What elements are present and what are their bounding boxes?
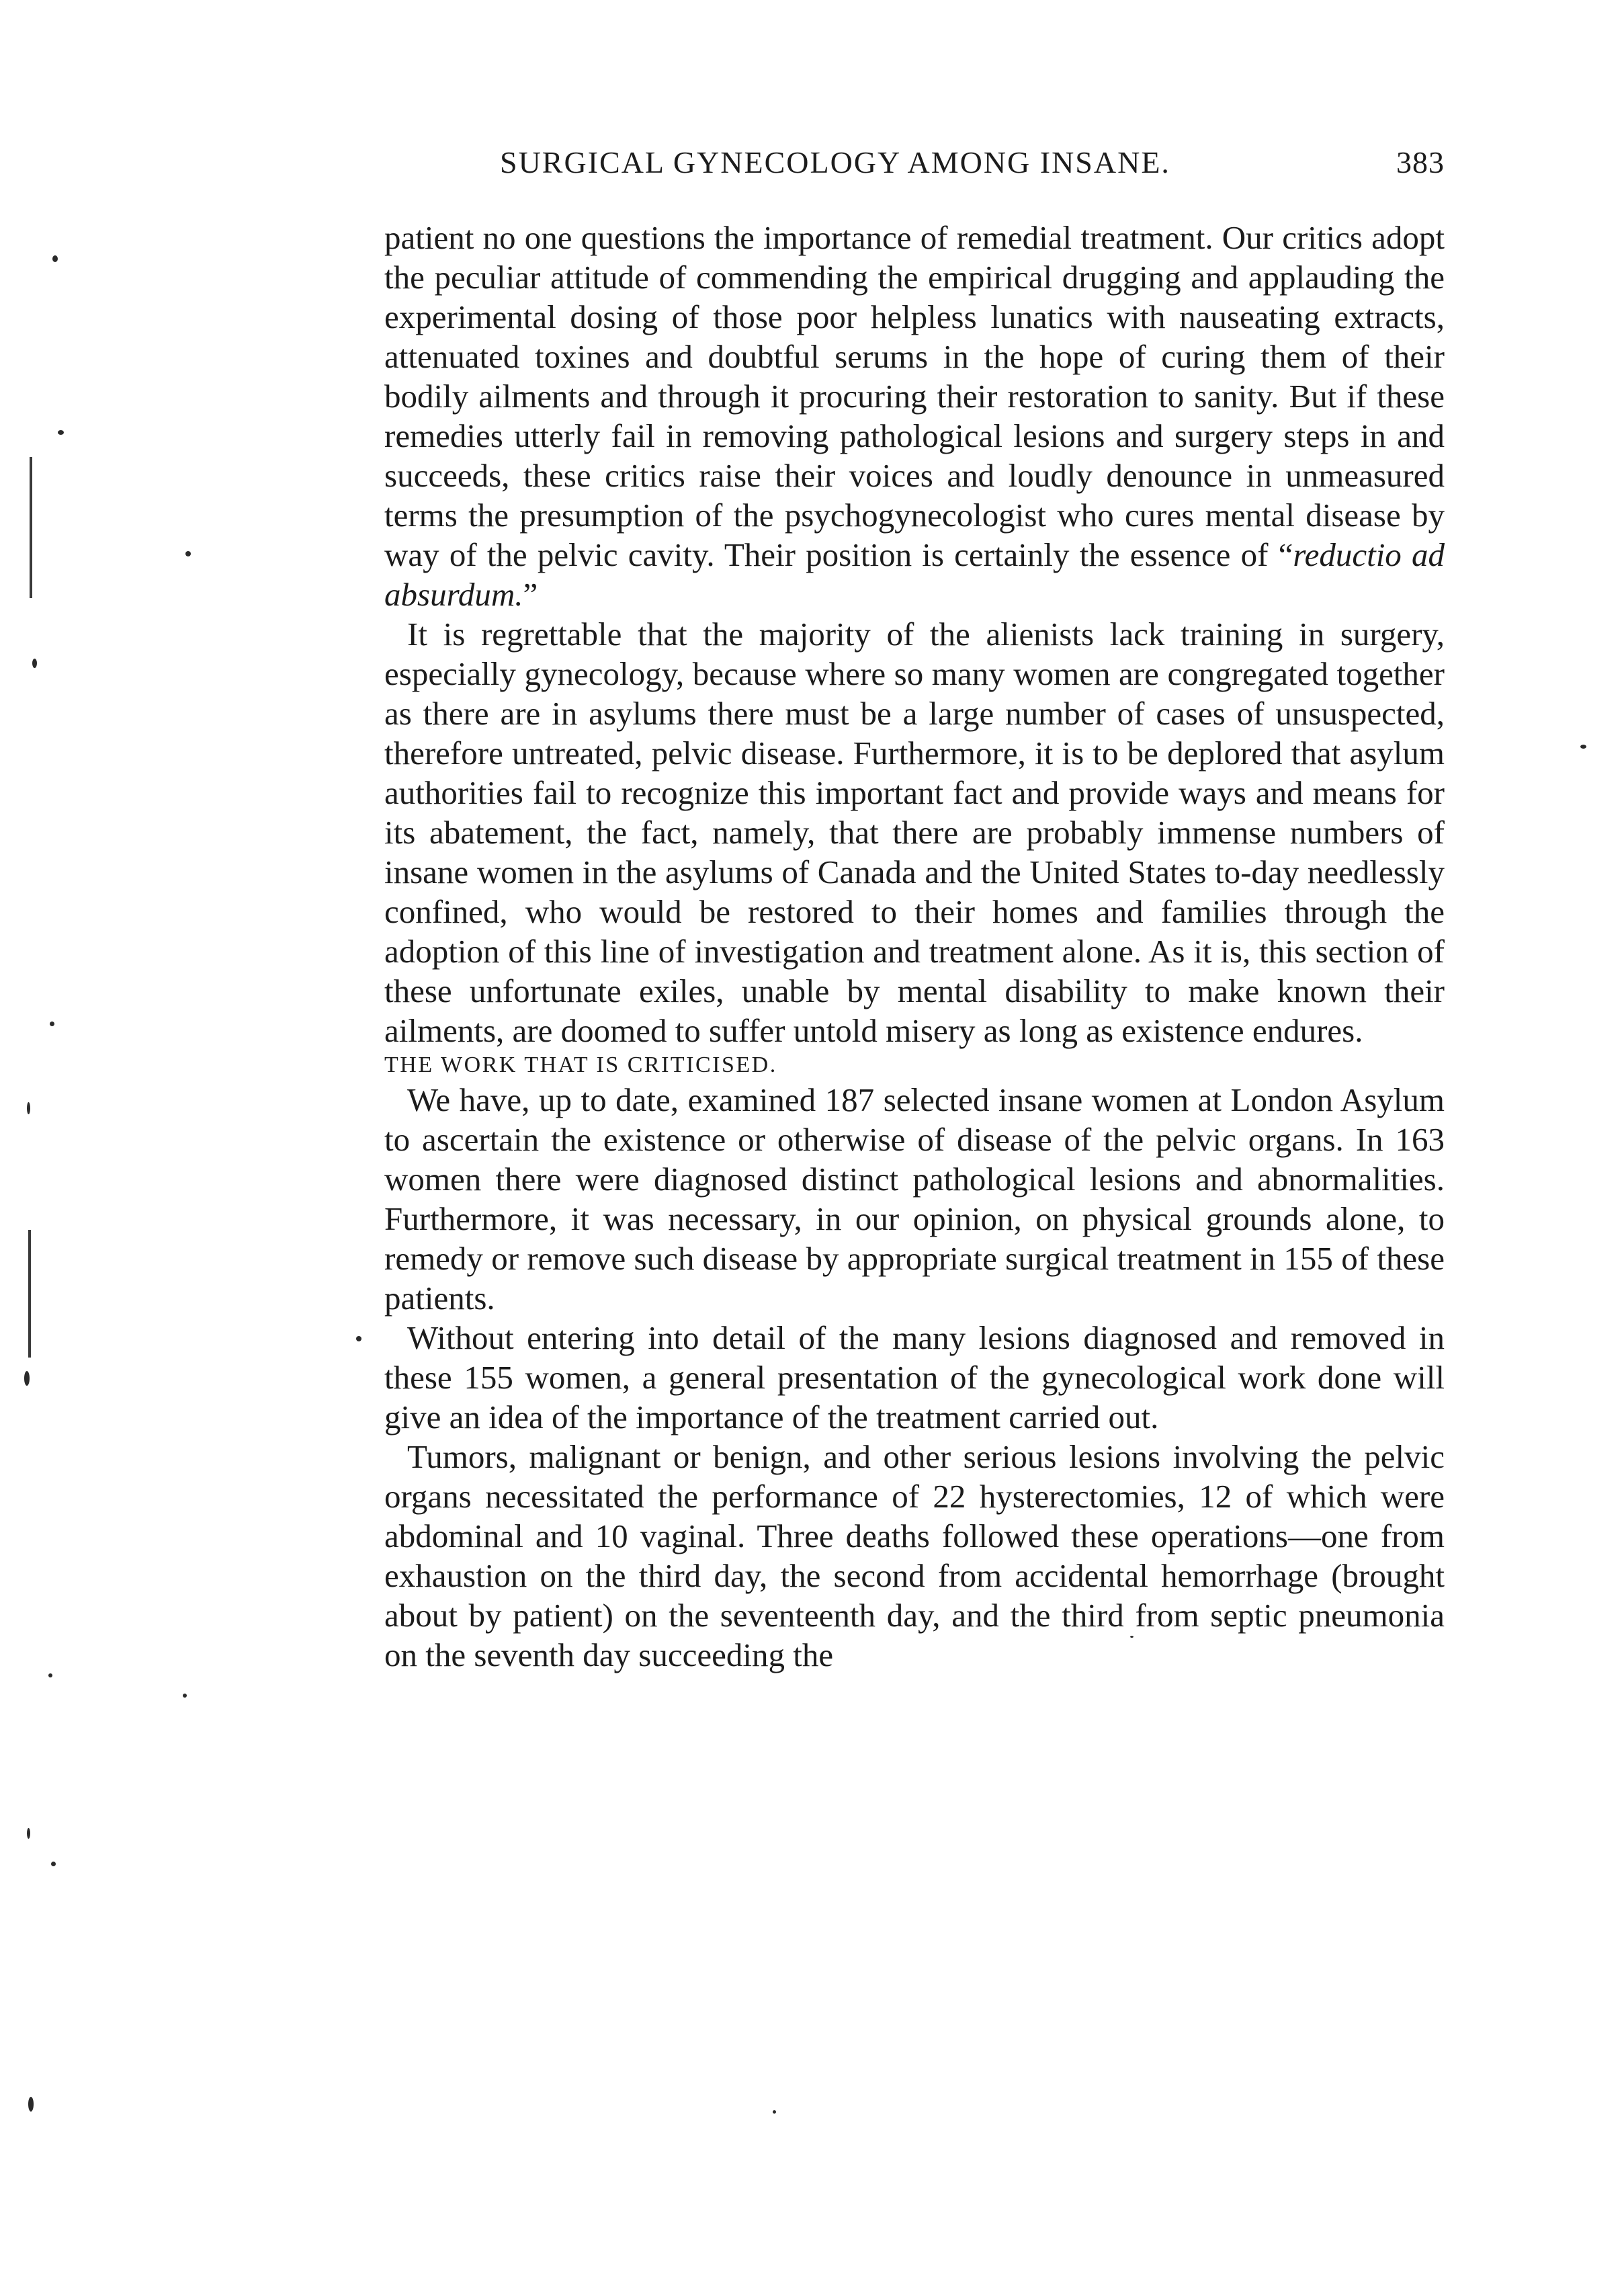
- margin-speck: [32, 659, 37, 668]
- paragraph-1-text: patient no one questions the importance of remedial treatment. Our critics adopt the peculiar attitude of commending the empirical drugging and applauding the experimental dosing of those poor helpless lunatics with nauseating extracts, attenuated toxines and doubtful serums in the hope of curing them of their bodily ailments and through it procuring their restoration to sanity. But if these remedies utterly fail in removing pathological lesions and surgery steps in and succeeds, these critics raise their voices and loudly denounce in unmeasured terms the presumption of the psychogynecologist who cures mental disease by way of the pelvic cavity. Their position is certainly the essence of “: [384, 219, 1445, 573]
- paragraph-1: [384, 218, 1445, 614]
- margin-speck: [27, 1828, 30, 1839]
- paragraph-4: Without entering into detail of the many lesions diagnosed and removed in these 155 women, a general presentation of the gynecological work done will give an idea of the importance of the treatment carried out.: [384, 1319, 1445, 1435]
- margin-speck: [1130, 1636, 1134, 1638]
- margin-speck: [1580, 745, 1586, 749]
- margin-speck: [24, 1371, 30, 1386]
- margin-speck: [58, 430, 64, 435]
- body-text: [384, 218, 1445, 1675]
- section-heading: THE WORK THAT IS CRITICISED.: [384, 1052, 777, 1077]
- latin-phrase: reductio ad absurdum.: [384, 536, 1445, 613]
- margin-rule-mark: [30, 457, 32, 598]
- running-head: [500, 142, 1445, 183]
- page-number: 383: [1396, 145, 1445, 179]
- margin-speck: [773, 2110, 776, 2114]
- margin-speck: [50, 1022, 54, 1026]
- margin-speck: [27, 1102, 30, 1114]
- margin-speck: [52, 255, 58, 262]
- margin-speck: [28, 2097, 34, 2112]
- margin-speck: [51, 1862, 56, 1866]
- paragraph-3: We have, up to date, examined 187 selected insane women at London Asylum to ascertain the existence or otherwise of disease of the pelvic organs. In 163 women there were diagnosed distinct pathological lesions and abnormalities. Furthermore, it was necessary, in our opinion, on physical grounds alone, to remedy or remove such disease by appropriate surgical treatment in 155 of these patients.: [384, 1081, 1445, 1317]
- margin-speck: [183, 1694, 187, 1698]
- paragraph-2: It is regrettable that the majority of the alienists lack training in surgery, especially gynecology, because where so many women are congregated together as there are in asylums there must be a large number of cases of unsuspected, therefore untreated, pelvic disease. Furthermore, it is to be deplored that asylum authorities fail to recognize this important fact and provide ways and means for its abatement, the fact, namely, that there are probably immense numbers of insane women in the asylums of Canada and the United States to-day needlessly confined, who would be restored to their homes and families through the adoption of this line of investigation and treatment alone. As it is, this section of these unfortunate exiles, unable by mental disability to make known their ailments, are doomed to suffer untold misery as long as existence endures.: [384, 616, 1445, 1049]
- margin-speck: [185, 551, 191, 556]
- running-title: SURGICAL GYNECOLOGY AMONG INSANE.: [500, 145, 1170, 179]
- margin-speck: [356, 1336, 361, 1341]
- paragraph-5: Tumors, malignant or benign, and other serious lesions involving the pelvic organs necessitated the performance of 22 hysterectomies, 12 of which were abdominal and 10 vaginal. Three deaths followed these operations—one from exhaustion on the third day, the second from accidental hemorrhage (brought about by patient) on the seventeenth day, and the third from septic pneumonia on the seventh day succeeding the: [384, 1438, 1445, 1673]
- margin-rule-mark: [28, 1230, 31, 1358]
- closing-quote: ”: [523, 576, 538, 613]
- margin-speck: [48, 1673, 52, 1677]
